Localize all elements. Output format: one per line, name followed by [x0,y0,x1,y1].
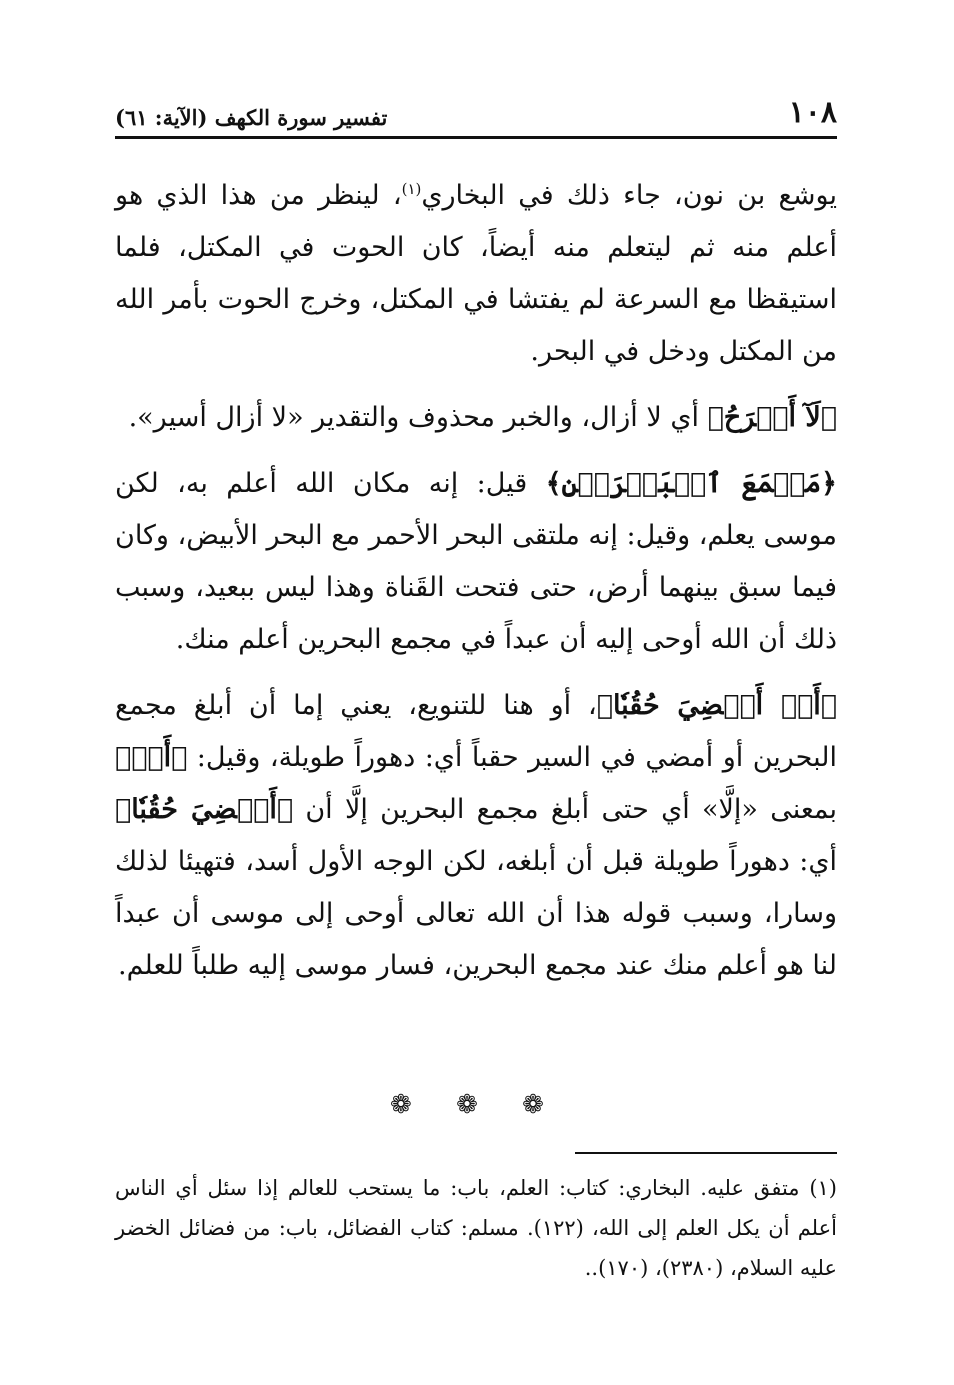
quran-quote: ﴿أَمۡضِيَ حُقُبٗا﴾ [115,794,294,825]
running-title: تفسير سورة الكهف (الآية: ٦١) [115,105,388,130]
paragraph-1-text: يوشع بن نون، جاء ذلك في البخاري [421,180,837,211]
footnote-rule [575,1152,837,1154]
footnote: (١) متفق عليه. البخاري: كتاب: العلم، باب: ما يستحب للعالم إذا سئل أي الناس أعلم أن يكل العلم إلى الله، (١٢٢). مسلم: كتاب الفضائل، باب: من فضائل الخضر عليه السلام، (٢٣٨٠)، (١٧٠).. [115,1176,838,1280]
paragraph-1 [115,170,837,378]
paragraph-4-text: بمعنى «إلَّا» أي حتى أبلغ مجمع البحرين إلَّا أن [293,794,838,825]
quran-quote: ﴿أَوۡ أَمۡضِيَ حُقُبٗا﴾ [596,690,837,721]
paragraph-2 [115,392,837,444]
paragraph-3 [115,458,837,666]
paragraph-1-rest: ، لينظر من هذا الذي هو أعلم منه ثم ليتعلم منه أيضاً، كان الحوت في المكتل، فلما استيقظا مع السرعة لم يفتشا في المكتل، وخرج الحوت بأمر الله من المكتل ودخل في البحر. [115,180,837,367]
section-ornaments: ❁ ❁ ❁ [390,1090,562,1120]
paragraph-3-text: قيل: إنه مكان الله أعلم به، لكن موسى يعلم، وقيل: إنه ملتقى البحر الأحمر مع البحر الأبيض، وكان فيما سبق بينهما أرض، حتى فتحت القَناة وهذا ليس ببعيد، وسبب ذلك أن الله أوحى إليه أن عبداً في مجمع البحرين أعلم منك. [115,468,837,655]
footnote-ref: (١) [401,180,422,198]
quran-quote: ﴿أَوۡ﴾ [115,742,188,773]
body-text [115,170,837,1006]
paragraph-2-text: أي لا أزال، والخبر محذوف والتقدير «لا أزال أسير». [128,402,708,433]
quran-quote: ﴿مَجۡمَعَ ٱلۡبَحۡرَيۡنِ﴾ [545,468,838,499]
quran-quote: ﴿لَآ أَبۡرَحُ﴾ [707,402,837,433]
paragraph-4-text: ، أو هنا للتنويع، يعني إما أن أبلغ مجمع البحرين أو أمضي في السير حقباً أي: دهوراً طويلة، وقيل: [115,690,837,773]
page-header [115,92,837,130]
paragraph-4-text: أي: دهوراً طويلة قبل أن أبلغه، لكن الوجه الأول أسد، فتهيئا لذلك وسارا، وسبب قوله هذا أن الله تعالى أوحى إلى موسى أن عبداً لنا هو أعلم منك عند مجمع البحرين، فسار موسى إليه طلباً للعلم. [115,846,837,981]
page-number: ١٠٨ [788,95,837,130]
header-rule [115,136,837,139]
paragraph-4 [115,680,837,992]
